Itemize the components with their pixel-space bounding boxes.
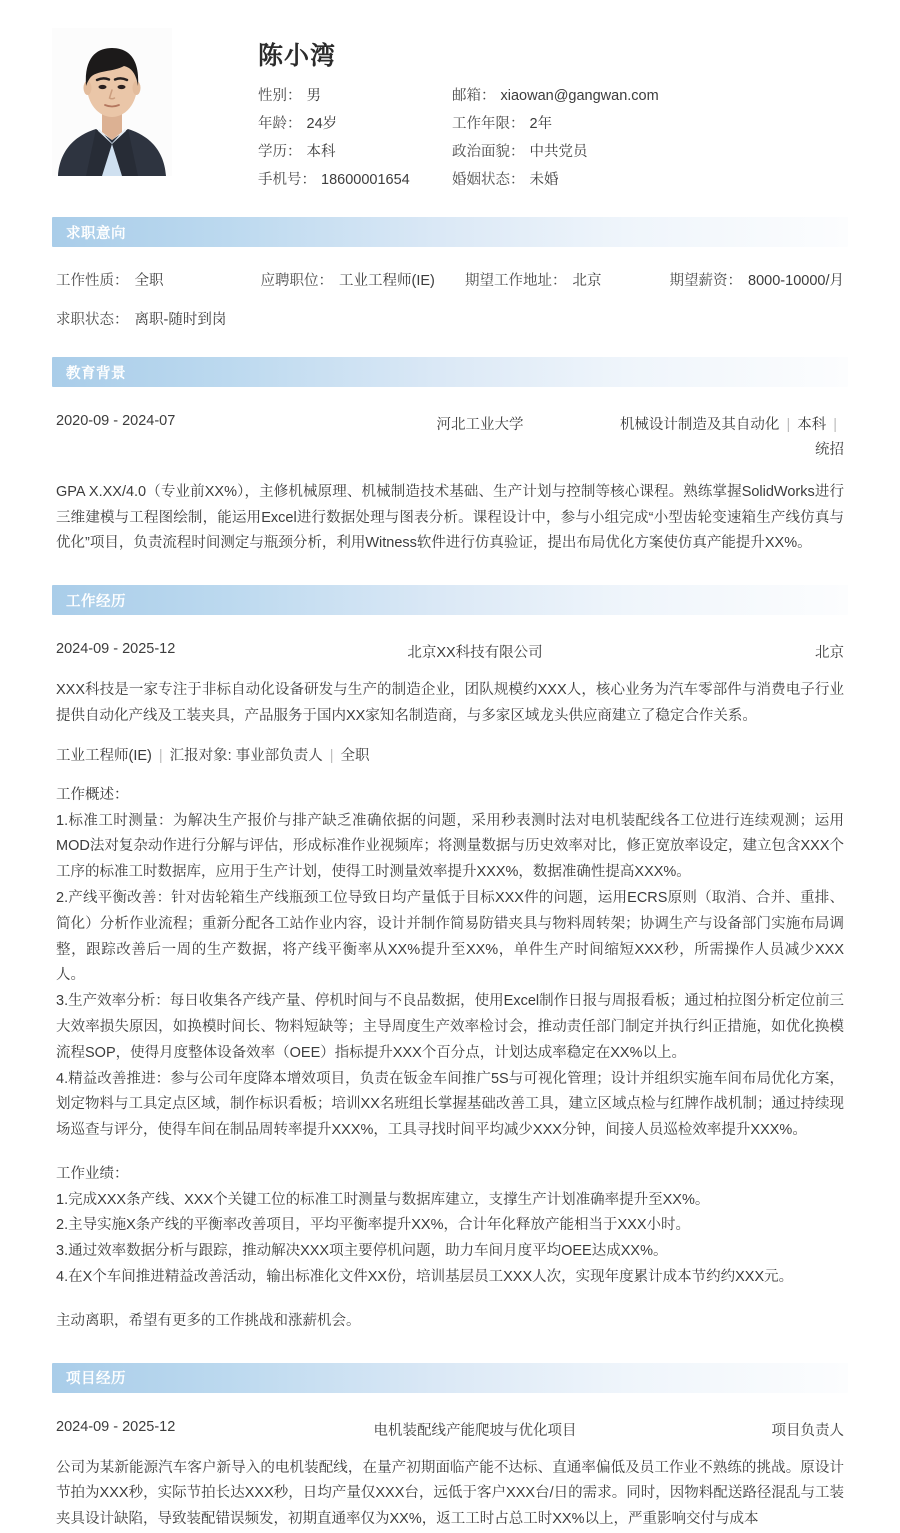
section-job-intention bbox=[0, 217, 900, 329]
project-name: 电机装配线产能爬坡与优化项目 bbox=[373, 1422, 577, 1439]
work-achievements-title: 工作业绩： bbox=[56, 1165, 129, 1182]
profile-info bbox=[202, 28, 848, 189]
work-job-type: 全职 bbox=[340, 747, 370, 764]
section-body-project-experience bbox=[52, 1419, 848, 1533]
profile-field-age-value: 24岁 bbox=[306, 116, 338, 132]
profile-field-email-label: 邮箱： bbox=[452, 88, 496, 104]
work-date: 2024-09 - 2025-12 bbox=[56, 641, 176, 658]
intention-status-label: 求职状态： bbox=[56, 312, 129, 328]
work-overview-item-3: 3.生产效率分析：每日收集各产线产量、停机时间与不良品数据，使用Excel制作日报与周报看板；通过柏拉图分析定位前三大效率损失原因，如换模时间长、物料短缺等；主导周度生产效率检讨会，推动责任部门制定并执行纠正措施，如优化换模流程SOP，使得月度整体设备效率（OEE）指标提升XXX个百分点，计划达成率稳定在XX%以上。 bbox=[56, 993, 844, 1061]
section-body-work-experience bbox=[52, 641, 848, 1335]
profile-field-gender-value: 男 bbox=[306, 88, 321, 104]
section-work-experience bbox=[0, 585, 900, 1335]
education-major: 机械设计制造及其自动化 bbox=[619, 417, 780, 433]
section-title-education: 教育背景 bbox=[66, 365, 126, 382]
profile-field-experience-label: 工作年限： bbox=[452, 116, 525, 132]
candidate-photo bbox=[52, 28, 172, 176]
profile-field-experience bbox=[452, 112, 848, 133]
work-leave-reason: 主动离职，希望有更多的工作挑战和涨薪机会。 bbox=[56, 1312, 361, 1329]
work-overview-item-2: 2.产线平衡改善：针对齿轮箱生产线瓶颈工位导致日均产量低于目标XXX件的问题，运用ECRS原则（取消、合并、重排、简化）分析作业流程；重新分配各工站作业内容，设计并制作简易防错夹具与物料周转架；协调生产与设备部门实施布局调整，跟踪改善后一周的生产数据，将产线平衡率从XX%提升至XX%，单件生产时间缩短XXX秒，所需操作人员减少XXX人。 bbox=[56, 889, 844, 984]
education-degree: 本科 bbox=[797, 417, 827, 433]
intention-status-value: 离职-随时到岗 bbox=[134, 312, 227, 328]
profile-field-political-value: 中共党员 bbox=[529, 144, 588, 160]
profile-field-age bbox=[202, 112, 452, 133]
intention-salary bbox=[670, 269, 844, 290]
education-sep-1: | bbox=[786, 417, 791, 433]
candidate-name: 陈小湾 bbox=[258, 42, 337, 70]
work-report-to: 汇报对象: 事业部负责人 bbox=[169, 747, 323, 764]
work-location: 北京 bbox=[815, 645, 844, 662]
profile-field-degree-value: 本科 bbox=[306, 144, 336, 160]
education-admission: 统招 bbox=[815, 442, 844, 459]
work-overview-title: 工作概述： bbox=[56, 786, 129, 803]
intention-job-nature-value: 全职 bbox=[134, 273, 164, 289]
education-meta bbox=[614, 413, 844, 464]
work-achievement-item-4: 4.在X个车间推进精益改善活动，输出标准化文件XX份，培训基层员工XXX人次，实现年度累计成本节约约XXX元。 bbox=[56, 1269, 794, 1286]
section-header-project-experience bbox=[52, 1363, 848, 1393]
intention-salary-value: 8000-10000/月 bbox=[748, 273, 844, 289]
profile-field-degree-label: 学历： bbox=[258, 144, 302, 160]
work-overview-item-1: 1.标准工时测量：为解决生产报价与排产缺乏准确依据的问题，采用秒表测时法对电机装配线各工位进行连续观测；运用MOD法对复杂动作进行分解与评估，形成标准作业视频库；将测量数据与历史效率对比，修正宽放率设定，建立包含XXX个工序的标准工时数据库，应用于生产计划，使得工时测量效率提升XXX%，数据准确性提高XXX%。 bbox=[56, 812, 844, 881]
profile-field-email bbox=[452, 84, 848, 105]
profile-field-political bbox=[452, 140, 848, 161]
intention-location-value: 北京 bbox=[572, 273, 602, 289]
work-achievement-item-3: 3.通过效率数据分析与跟踪，推动解决XXX项主要停机问题，助力车间月度平均OEE达成XX%。 bbox=[56, 1243, 668, 1260]
section-title-job-intention: 求职意向 bbox=[66, 225, 126, 242]
intention-position-label: 应聘职位： bbox=[260, 273, 334, 289]
section-title-project-experience: 项目经历 bbox=[66, 1371, 126, 1388]
profile-field-gender bbox=[202, 84, 452, 105]
section-education bbox=[0, 357, 900, 557]
profile-field-experience-value: 2年 bbox=[529, 116, 553, 132]
profile-field-age-label: 年龄： bbox=[258, 116, 302, 132]
profile-field-email-value: xiaowan@gangwan.com bbox=[500, 88, 659, 104]
education-description: GPA X.XX/4.0（专业前XX%），主修机械原理、机械制造技术基础、生产计划与控制等核心课程。熟练掌握SolidWorks进行三维建模与工程图绘制，能运用Excel进行数据处理与图表分析。课程设计中，参与小组完成“小型齿轮变速箱生产线仿真与优化”项目，负责流程时间测定与瓶颈分析，利用Witness软件进行仿真验证，提出布局优化方案使仿真产能提升XX%。 bbox=[56, 483, 844, 552]
work-position-line bbox=[56, 744, 844, 765]
project-date: 2024-09 - 2025-12 bbox=[56, 1418, 176, 1435]
work-entry-head bbox=[56, 641, 844, 662]
work-overview-item-4: 4.精益改善推进：参与公司年度降本增效项目，负责在钣金车间推广5S与可视化管理；设计并组织实施车间布局优化方案，划定物料与工具定点区域，制作标识看板；培训XX名班组长掌握基础改善工具，建立区域点检与红牌作战机制；通过持续现场巡查与评分，使得车间在制品周转率提升XXX%，工具寻找时间平均减少XXX分钟，间接人员巡检效率提升XXX%。 bbox=[56, 1070, 844, 1139]
portrait-image bbox=[52, 28, 172, 176]
education-sep-2: | bbox=[833, 417, 837, 433]
intention-job-nature-label: 工作性质： bbox=[56, 273, 129, 289]
intention-position-value: 工业工程师(IE) bbox=[339, 273, 435, 289]
profile-field-phone bbox=[202, 168, 452, 189]
profile-field-marital bbox=[452, 168, 848, 189]
profile-field-degree bbox=[202, 140, 452, 161]
section-header-work-experience bbox=[52, 585, 848, 615]
intention-location-label: 期望工作地址： bbox=[465, 273, 567, 289]
section-body-education bbox=[52, 413, 848, 557]
profile-header bbox=[0, 0, 900, 189]
work-company-intro: XXX科技是一家专注于非标自动化设备研发与生产的制造企业，团队规模约XXX人，核心业务为汽车零部件与消费电子行业提供自动化产线及工装夹具，产品服务于国内XX家知名制造商，与多家区域龙头供应商建立了稳定合作关系。 bbox=[56, 682, 844, 724]
profile-field-political-label: 政治面貌： bbox=[452, 144, 525, 160]
section-body-job-intention bbox=[52, 269, 848, 329]
work-achievement-item-2: 2.主导实施X条产线的平衡率改善项目，平均平衡率提升XX%，合计年化释放产能相当于XXX小时。 bbox=[56, 1217, 691, 1234]
profile-field-marital-label: 婚姻状态： bbox=[452, 172, 525, 188]
work-position: 工业工程师(IE) bbox=[56, 747, 152, 764]
work-sep-1: | bbox=[158, 747, 163, 764]
intention-row-primary bbox=[56, 269, 844, 290]
profile-field-phone-value: 18600001654 bbox=[321, 172, 410, 188]
section-header-education bbox=[52, 357, 848, 387]
profile-field-phone-label: 手机号： bbox=[258, 172, 316, 188]
work-achievement-item-1: 1.完成XXX条产线、XXX个关键工位的标准工时测量与数据库建立，支撑生产计划准确率提升至XX%。 bbox=[56, 1191, 710, 1208]
section-project-experience bbox=[0, 1363, 900, 1533]
project-entry-head bbox=[56, 1419, 844, 1440]
intention-status bbox=[56, 308, 844, 329]
work-company: 北京XX科技有限公司 bbox=[407, 645, 543, 662]
profile-field-gender-label: 性别： bbox=[258, 88, 302, 104]
project-role: 项目负责人 bbox=[771, 1422, 844, 1439]
section-header-job-intention bbox=[52, 217, 848, 247]
education-school: 河北工业大学 bbox=[436, 417, 524, 433]
education-entry-head bbox=[56, 413, 844, 464]
project-description: 公司为某新能源汽车客户新导入的电机装配线，在量产初期面临产能不达标、直通率偏低及员工作业不熟练的挑战。原设计节拍为XXX秒，实际节拍长达XXX秒，日均产量仅XXX台，远低于客户XXX台/日的需求。同时，因物料配送路径混乱与工装夹具设计缺陷，导致装配错误频发，初期直通率仅为XX%，返工工时占总工时XX%以上，严重影响交付与成本 bbox=[56, 1459, 844, 1528]
intention-job-nature bbox=[56, 269, 261, 290]
intention-location bbox=[465, 269, 670, 290]
work-sep-2: | bbox=[329, 747, 334, 764]
profile-fields bbox=[202, 84, 848, 189]
intention-salary-label: 期望薪资： bbox=[669, 273, 743, 289]
education-date: 2020-09 - 2024-07 bbox=[56, 413, 176, 429]
section-title-work-experience: 工作经历 bbox=[66, 593, 126, 610]
profile-field-marital-value: 未婚 bbox=[529, 172, 559, 188]
intention-position bbox=[261, 269, 466, 290]
